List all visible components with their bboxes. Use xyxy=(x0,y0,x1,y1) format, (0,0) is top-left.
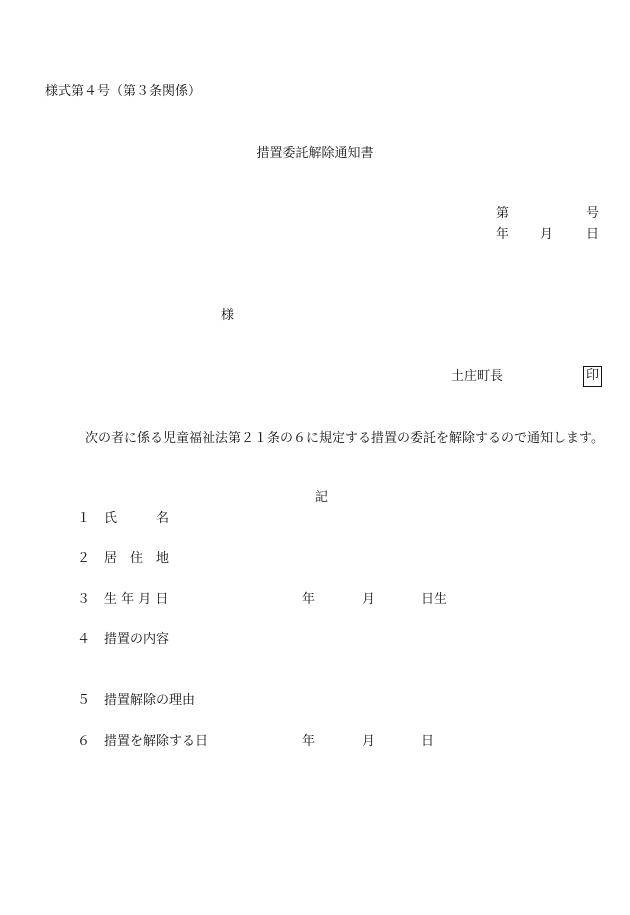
item-label-measure-content: 措置の内容 xyxy=(104,632,170,647)
item-number: １ xyxy=(77,511,91,526)
issue-date-day: 日 xyxy=(586,227,600,242)
issue-date-month: 月 xyxy=(540,227,554,242)
issuer-name: 土庄町長 xyxy=(451,369,504,384)
item-label-cancellation-date: 措置を解除する日 xyxy=(104,734,209,749)
reference-number-suffix: 号 xyxy=(586,206,600,221)
issue-date-year: 年 xyxy=(496,227,510,242)
reference-number-prefix: 第 xyxy=(496,206,510,221)
item-number: ２ xyxy=(77,551,91,566)
item-number: ６ xyxy=(77,734,91,749)
birthdate-year: 年 xyxy=(302,592,316,607)
item-number: ４ xyxy=(77,632,91,647)
form-number: 様式第４号（第３条関係） xyxy=(45,84,202,99)
document-title: 措置委託解除通知書 xyxy=(256,146,374,161)
notice-body-text: 次の者に係る児童福祉法第２１条の６に規定する措置の委託を解除するので通知します。 xyxy=(85,431,604,446)
cancellation-date-month: 月 xyxy=(362,734,376,749)
item-label-cancellation-reason: 措置解除の理由 xyxy=(104,693,196,708)
record-heading: 記 xyxy=(315,490,329,505)
item-label-name: 氏 名 xyxy=(104,511,170,526)
birthdate-day: 日生 xyxy=(421,592,448,607)
birthdate-month: 月 xyxy=(362,592,376,607)
cancellation-date-day: 日 xyxy=(421,734,435,749)
item-number: ３ xyxy=(77,592,91,607)
item-label-residence: 居 住 地 xyxy=(104,551,170,566)
item-number: ５ xyxy=(77,693,91,708)
seal-mark: 印 xyxy=(583,366,602,387)
cancellation-date-year: 年 xyxy=(302,734,316,749)
item-label-birthdate: 生 年 月 日 xyxy=(104,592,169,607)
addressee-honorific: 様 xyxy=(221,308,235,323)
